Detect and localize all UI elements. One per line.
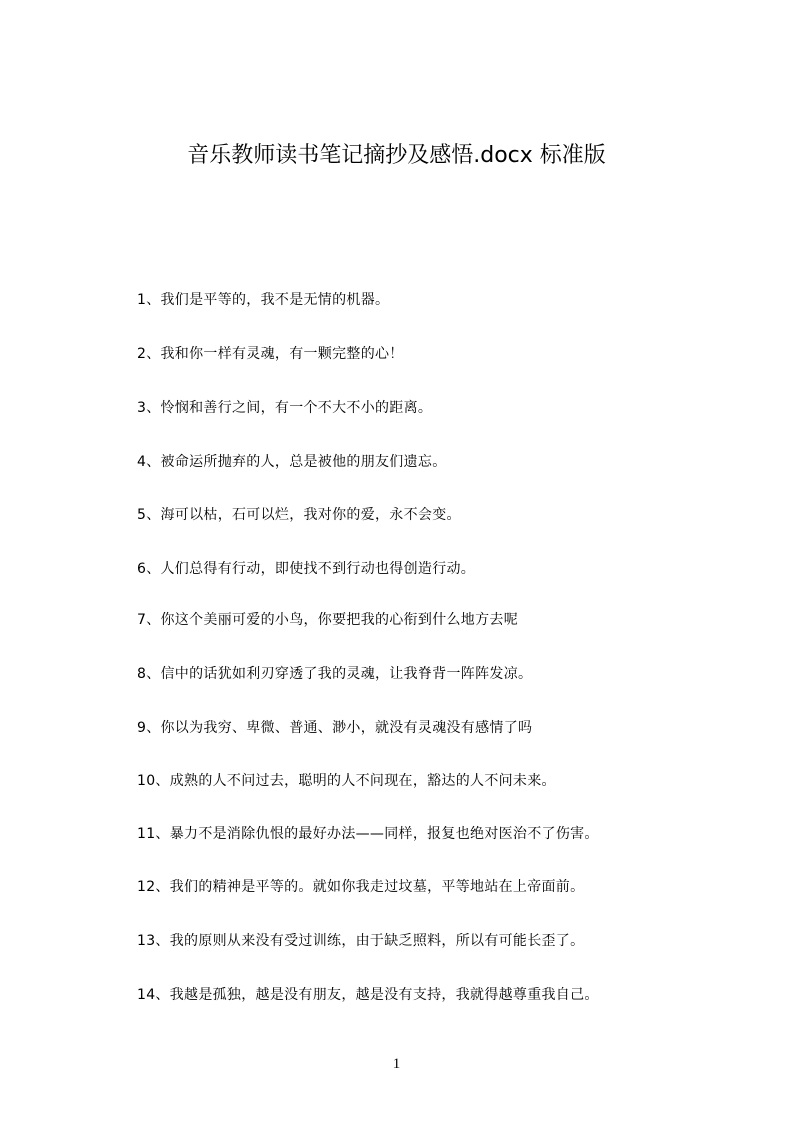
quote-line: 11、暴力不是消除仇恨的最好办法——同样，报复也绝对医治不了伤害。 [137, 826, 599, 842]
quote-line: 10、成熟的人不问过去，聪明的人不问现在，豁达的人不问未来。 [137, 773, 556, 789]
quote-line: 6、人们总得有行动，即使找不到行动也得创造行动。 [137, 561, 476, 577]
quote-line: 4、被命运所抛弃的人，总是被他的朋友们遗忘。 [137, 454, 447, 470]
quote-line: 3、怜悯和善行之间，有一个不大不小的距离。 [137, 400, 433, 416]
quote-line: 2、我和你一样有灵魂，有一颗完整的心！ [137, 346, 404, 362]
quote-line: 9、你以为我穷、卑微、普通、渺小，就没有灵魂没有感情了吗 [137, 720, 533, 736]
quote-line: 12、我们的精神是平等的。就如你我走过坟墓，平等地站在上帝面前。 [137, 879, 585, 895]
document-title: 音乐教师读书笔记摘抄及感悟.docx 标准版 [187, 143, 606, 168]
quote-line: 1、我们是平等的，我不是无情的机器。 [137, 292, 390, 308]
quote-line: 7、你这个美丽可爱的小鸟，你要把我的心衔到什么地方去呢 [137, 612, 519, 628]
quote-line: 8、信中的话犹如利刃穿透了我的灵魂，让我脊背一阵阵发凉。 [137, 666, 533, 682]
quote-line: 13、我的原则从来没有受过训练，由于缺乏照料，所以有可能长歪了。 [137, 933, 585, 949]
page-number: 1 [392, 1056, 401, 1072]
quote-line: 14、我越是孤独，越是没有朋友，越是没有支持，我就得越尊重我自己。 [137, 987, 599, 1003]
quote-line: 5、海可以枯，石可以烂，我对你的爱，永不会变。 [137, 507, 461, 523]
